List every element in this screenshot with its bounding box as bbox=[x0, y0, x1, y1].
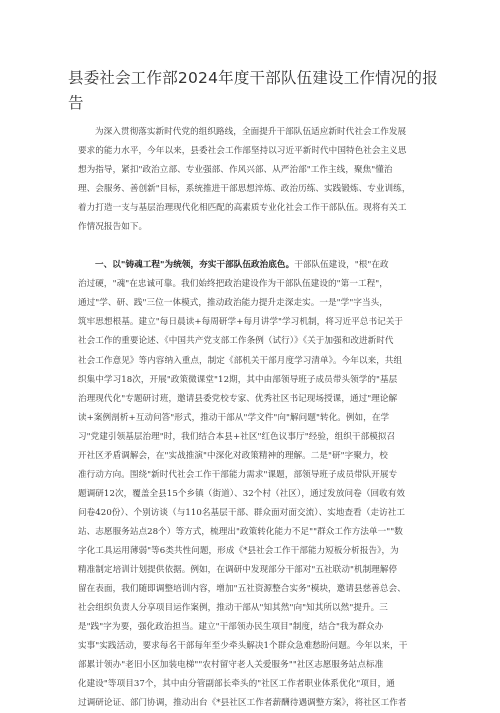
section-1-line: 部累计领办"老旧小区加装电梯""农村留守老人关爱服务""社区志愿服务站点标准 bbox=[78, 660, 384, 671]
section-1-line: 社会组织负责人分享项目运作案例，推动干部从"知其然"向"知其所以然"提升。三 bbox=[78, 603, 388, 614]
section-1-line: 精准制定培训计划提供依据。例如，在调研中发现部分干部对"五社联动"机制理解停 bbox=[78, 565, 398, 576]
section-1-line: 化建设"等项目37个，其中由分管副部长牵头的"社区工作者职业体系优化"项目，通 bbox=[78, 679, 395, 690]
section-1-heading: 一、以"铸魂工程"为统领，夯实干部队伍政治底色。 bbox=[95, 260, 295, 271]
section-1-line: 准行动方向。围绕"新时代社会工作干部能力需求"课题，部领导班子成员带队开展专 bbox=[78, 469, 398, 480]
section-1 bbox=[78, 256, 428, 713]
section-1-line: 通过"学、研、践"三位一体模式，推动政治能力提升走深走实。一是"学"字当头， bbox=[78, 298, 388, 309]
section-1-line: 过调研论证、部门协调，推动出台《*县社区工作者薪酬待遇调整方案》，将社区工作者 bbox=[78, 698, 407, 709]
section-1-line: 留在表面，我们随即调整培训内容，增加"五社资源整合实务"模块，邀请县慈善总会、 bbox=[78, 584, 406, 595]
section-1-line: 治过硬，"魂"在忠诚可靠。我们始终把政治建设作为干部队伍建设的"第一工程"， bbox=[78, 279, 388, 290]
intro-line: 作情况报告如下。 bbox=[78, 222, 148, 233]
section-1-heading-line bbox=[78, 256, 428, 275]
intro-line: 着力打造一支与基层治理现代化相匹配的高素质专业化社会工作干部队伍。现将有关工 bbox=[78, 203, 407, 214]
document-body bbox=[78, 123, 428, 713]
section-1-line: 题调研12次，覆盖全县15个乡镇（街道）、32个村（社区），通过发放问卷（回收有效 bbox=[78, 488, 406, 499]
section-1-line: 字化工具运用薄弱"等6类共性问题，形成《*县社会工作干部能力短板分析报告》，为 bbox=[78, 545, 399, 556]
section-1-line: 社会工作意见》等内容纳入重点，制定《部机关干部月度学习清单》。今年以来，共组 bbox=[78, 355, 403, 366]
intro-line: 要求的能力水平，今年以来，县委社会工作部坚持以习近平新时代中国特色社会主义思 bbox=[78, 146, 407, 157]
section-1-line: 筑牢思想根基。建立"每日晨读+每周研学+每月讲学"学习机制，将习近平总书记关于 bbox=[78, 317, 404, 328]
section-1-heading-rest: 干部队伍建设，"根"在政 bbox=[294, 260, 389, 271]
section-1-line: 读+案例剖析+互动问答"形式，推动干部从"学文件"向"解问题"转化。例如，在学 bbox=[78, 412, 390, 423]
intro-line: 为深入贯彻落实新时代党的组织路线，全面提升干部队伍适应新时代社会工作发展 bbox=[95, 127, 407, 137]
intro-line: 理、会服务、善创新"目标，系统推进干部思想淬炼、政治历练、实践锻炼、专业训练， bbox=[78, 184, 411, 195]
section-1-line: 实事"实践活动，要求每名干部每年至少牵头解决1个群众急难愁盼问题。今年以来，干 bbox=[78, 641, 408, 652]
section-1-paragraph bbox=[78, 275, 428, 713]
section-1-line: 治理现代化"专题研讨班，邀请县委党校专家、优秀社区书记现场授课，通过"理论解 bbox=[78, 393, 398, 404]
section-1-line: 开社区矛盾调解会，在"实战推演"中深化对政策精神的理解。二是"研"字聚力，校 bbox=[78, 450, 388, 461]
intro-paragraph bbox=[78, 123, 428, 237]
section-1-line: 是"践"字为要，强化政治担当。建立"干部领办民生项目"制度，结合"我为群众办 bbox=[78, 622, 384, 633]
document-title: 县委社会工作部2024年度干部队伍建设工作情况的报告 bbox=[68, 69, 438, 112]
section-1-line: 问卷420份）、个别访谈（与110名基层干部、群众面对面交流）、实地查看（走访社工 bbox=[78, 507, 406, 518]
section-1-line: 站、志愿服务站点28个）等方式，梳理出"政策转化能力不足""群众工作方法单一""数 bbox=[78, 526, 403, 537]
section-1-line: 习"党建引领基层治理"时，我们结合本县+社区"红色议事厅"经验，组织干部模拟召 bbox=[78, 431, 396, 442]
section-1-line: 织集中学习18次，开展"政策微课堂"12期，其中由部领导班子成员带头领学的"基层 bbox=[78, 374, 398, 385]
section-1-line: 社会工作的重要论述、《中国共产党支部工作条例（试行）》《关于加强和改进新时代 bbox=[78, 336, 394, 347]
intro-line: 想为指导，紧扣"政治立部、专业强部、作风兴部、从严治部"工作主线，聚焦"懂治 bbox=[78, 165, 393, 176]
